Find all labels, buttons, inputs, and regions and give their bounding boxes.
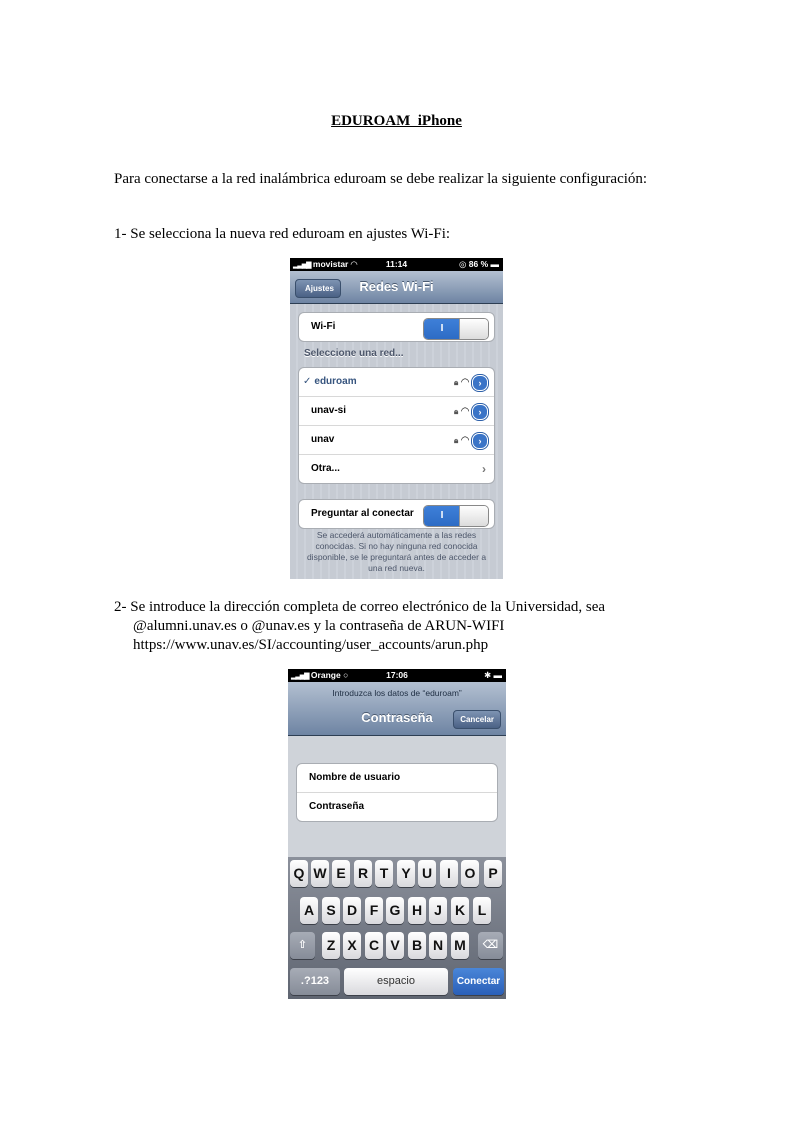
network-list (298, 367, 495, 484)
password-field[interactable] (297, 793, 497, 821)
ask-to-join-row (299, 500, 494, 528)
space-key[interactable]: espacio (344, 968, 448, 995)
chevron-right-icon: › (482, 462, 486, 476)
wifi-toggle[interactable] (423, 318, 489, 340)
ask-to-join-toggle[interactable] (423, 505, 489, 527)
key-w[interactable]: W (311, 860, 329, 887)
navigation-bar (288, 682, 506, 736)
network-name: eduroam (314, 376, 357, 387)
battery-icon: ▬ (490, 259, 499, 269)
checkmark-icon: ✓ (303, 376, 312, 387)
toggle-knob (459, 506, 488, 526)
status-bar (288, 669, 506, 682)
network-icons (454, 368, 488, 397)
detail-disclosure-icon[interactable]: › (472, 404, 488, 420)
step-1-text: 1- Se selecciona la nueva red eduroam en ajustes Wi-Fi: (114, 226, 451, 242)
ask-to-join-label: Preguntar al conectar (311, 508, 414, 519)
wifi-signal-icon: ◠ (461, 435, 469, 446)
key-v[interactable]: V (386, 932, 404, 959)
navigation-bar (290, 271, 503, 304)
key-u[interactable]: U (418, 860, 436, 887)
step-2-line-1: 2- Se introduce la dirección completa de correo electrónico de la Universidad, sea (114, 599, 606, 615)
username-label: Nombre de usuario (309, 772, 401, 783)
nav-title: Redes Wi-Fi (359, 279, 434, 294)
key-j[interactable]: J (429, 897, 447, 924)
numbers-key[interactable]: .?123 (290, 968, 340, 995)
document-title: EDUROAM iPhone (331, 113, 462, 129)
key-o[interactable]: O (461, 860, 479, 887)
intro-paragraph: Para conectarse a la red inalámbrica eduroam se debe realizar la siguiente configuración: (114, 171, 648, 187)
network-name: unav-si (311, 405, 347, 416)
status-time: 11:14 (385, 259, 408, 269)
back-button[interactable]: Ajustes (295, 279, 341, 298)
status-time: 17:06 (386, 670, 408, 680)
key-f[interactable]: F (365, 897, 383, 924)
key-r[interactable]: R (354, 860, 372, 887)
backspace-key-icon[interactable]: ⌫ (478, 932, 503, 959)
key-m[interactable]: M (451, 932, 469, 959)
battery-indicator (459, 259, 499, 270)
key-i[interactable]: I (440, 860, 458, 887)
lock-icon: 🔒︎ (454, 378, 459, 387)
signal-bars-icon: ▂▃▅▇ (293, 262, 311, 269)
network-row-unav-si[interactable] (299, 397, 494, 426)
network-name: unav (311, 434, 335, 445)
keyboard (288, 857, 506, 999)
network-row-eduroam[interactable] (299, 368, 494, 397)
shift-key-icon[interactable]: ⇧ (290, 932, 315, 959)
wifi-signal-icon: ◠ (461, 406, 469, 417)
key-d[interactable]: D (343, 897, 361, 924)
key-q[interactable]: Q (290, 860, 308, 887)
lock-icon: 🔒︎ (454, 407, 459, 416)
key-h[interactable]: H (408, 897, 426, 924)
key-y[interactable]: Y (397, 860, 415, 887)
status-bar (290, 258, 503, 271)
wifi-signal-icon: ◠ (461, 377, 469, 388)
wifi-label: Wi-Fi (311, 321, 336, 332)
bluetooth-icon: ✱ (484, 670, 492, 680)
detail-disclosure-icon[interactable]: › (472, 433, 488, 449)
step-2-url[interactable]: https://www.unav.es/SI/accounting/user_accounts/arun.php (133, 637, 489, 653)
wifi-status-icon: ◠ (350, 259, 358, 269)
key-e[interactable]: E (332, 860, 350, 887)
key-x[interactable]: X (343, 932, 361, 959)
connect-key[interactable]: Conectar (453, 968, 504, 995)
key-s[interactable]: S (322, 897, 340, 924)
key-z[interactable]: Z (322, 932, 340, 959)
signal-bars-icon: ▂▃▅▇ (291, 673, 309, 680)
key-b[interactable]: B (408, 932, 426, 959)
nav-title: Contraseña (361, 710, 433, 725)
toggle-knob (459, 319, 488, 339)
wifi-row (299, 313, 494, 341)
key-g[interactable]: G (386, 897, 404, 924)
key-a[interactable]: A (300, 897, 318, 924)
toggle-on-indicator: I (424, 319, 460, 339)
wifi-toggle-group (298, 312, 495, 342)
credentials-form (296, 763, 498, 822)
carrier-name: Orange (310, 670, 341, 680)
key-t[interactable]: T (375, 860, 393, 887)
wifi-settings-screenshot (290, 258, 503, 579)
password-label: Contraseña (309, 801, 365, 812)
carrier-name: movistar (312, 259, 349, 269)
lock-rotation-icon: ◎ (458, 259, 467, 269)
username-field[interactable] (297, 764, 497, 793)
step-2-text (114, 598, 674, 655)
key-p[interactable]: P (484, 860, 502, 887)
password-screenshot (288, 669, 506, 999)
key-k[interactable]: K (451, 897, 469, 924)
key-n[interactable]: N (429, 932, 447, 959)
cancel-button[interactable]: Cancelar (453, 710, 501, 729)
key-c[interactable]: C (365, 932, 383, 959)
battery-indicator (484, 670, 502, 681)
network-row-unav[interactable] (299, 426, 494, 455)
network-row-other[interactable] (299, 455, 494, 483)
activity-icon: ○ (343, 670, 349, 680)
battery-percent: 86 % (468, 259, 489, 269)
ask-to-join-group (298, 499, 495, 529)
lock-icon: 🔒︎ (454, 436, 459, 445)
network-icons (454, 397, 488, 426)
other-network-label: Otra... (311, 463, 340, 474)
section-header: Seleccione una red... (304, 348, 404, 359)
step-2-line-2: @alumni.unav.es o @unav.es y la contraseña de ARUN-WIFI (133, 618, 505, 634)
detail-disclosure-icon[interactable]: › (472, 375, 488, 391)
battery-icon: ▬ (493, 670, 502, 680)
credentials-prompt: Introduzca los datos de “eduroam” (332, 688, 462, 698)
key-l[interactable]: L (473, 897, 491, 924)
ask-to-join-footnote: Se accederá automáticamente a las redes conocidas. Si no hay ninguna red conocida disponible, se le preguntará antes de acceder a una red nueva. (306, 530, 487, 573)
network-icons (454, 426, 488, 455)
toggle-on-indicator: I (424, 506, 460, 526)
